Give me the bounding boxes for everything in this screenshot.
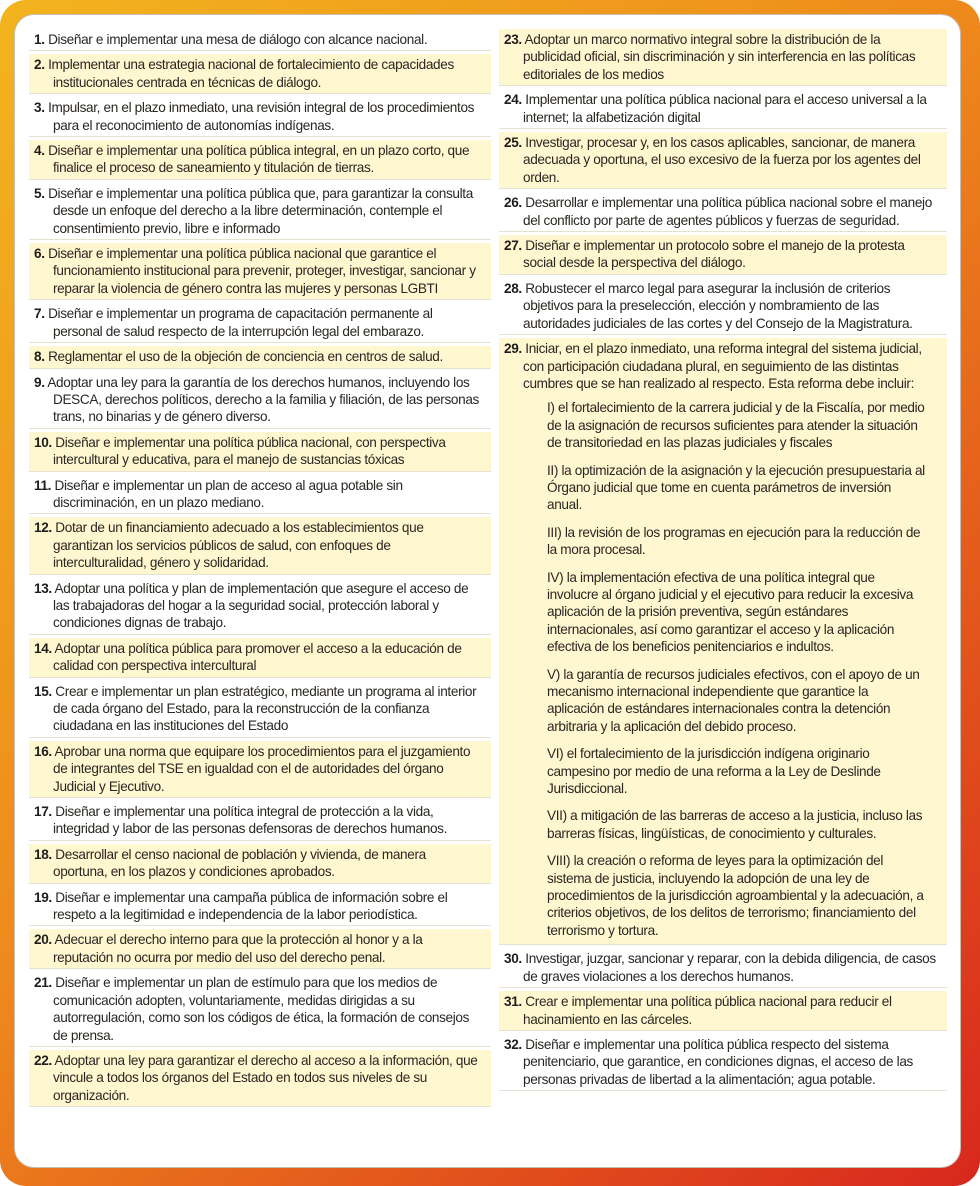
- item-text: Adecuar el derecho interno para que la protección al honor y a la reputación no ocurra por medio del uso del derecho penal.: [53, 932, 423, 965]
- item-text: Diseñar e implementar una campaña pública de información sobre el respeto a la legitimidad e independencia de la labor periodística.: [53, 889, 448, 923]
- list-item: [29, 929, 491, 969]
- list-item: [29, 972, 491, 1047]
- item-text: Diseñar e implementar una mesa de diálogo con alcance nacional.: [48, 32, 428, 47]
- list-item: [29, 681, 491, 738]
- item-number: 5.: [34, 185, 45, 201]
- list-item: [29, 346, 491, 368]
- list-item: [29, 372, 491, 429]
- item-text: Investigar, procesar y, en los casos aplicables, sancionar, de manera adecuada y oportuna, el uso excesivo de la fuerza por los agentes del orden.: [523, 135, 921, 185]
- item-text: Reglamentar el uso de la objeción de conciencia en centros de salud.: [48, 349, 443, 365]
- item-number: 24.: [504, 92, 522, 108]
- item-number: 10.: [34, 434, 52, 450]
- sub-item: IV) la implementación efectiva de una política integral que involucre al órgano judicial y el ejecutivo para reducir la excesiva aplicación de la prisión preventiva, según estándares internacionales, así como garantizar el acceso y la aplicación efectiva de los beneficios penitenciarios e indultos.: [547, 569, 914, 655]
- list-item: [29, 140, 491, 180]
- item-number: 6.: [34, 246, 45, 262]
- item-text: Adoptar una ley para garantizar el derecho al acceso a la información, que vincule a todos los órganos del Estado en todos sus niveles de su organización.: [53, 1052, 478, 1103]
- item-number: 26.: [504, 195, 522, 211]
- item-number: 19.: [34, 889, 52, 905]
- list-item: [29, 638, 491, 678]
- item-text: Diseñar e implementar un programa de capacitación permanente al personal de salud respecto de la interrupción legal del embarazo.: [48, 306, 433, 339]
- sub-item: III) la revisión de los programas en ejecución para la reducción de la mora procesal.: [547, 524, 921, 558]
- list-item: [29, 578, 491, 635]
- item-text: Desarrollar e implementar una política pública nacional sobre el manejo del conflicto por parte de agentes públicos y fuerzas de seguridad.: [523, 195, 932, 228]
- right-column: [499, 29, 947, 1157]
- list-item: [29, 183, 491, 240]
- list-item: [499, 89, 947, 129]
- recommendations-panel: [14, 14, 961, 1168]
- list-item: [29, 1050, 491, 1107]
- list-item: [499, 29, 947, 86]
- item-text: Diseñar e implementar una política integral de protección a la vida, integridad y labor de las personas defensoras de derechos humanos.: [53, 804, 448, 837]
- item-number: 29.: [504, 341, 522, 357]
- list-item: [29, 741, 491, 798]
- item-text: Adoptar una política y plan de implementación que asegure el acceso de las trabajadoras del hogar a la seguridad social, protección laboral y condiciones dignas de trabajo.: [53, 580, 469, 631]
- list-item: [499, 338, 947, 945]
- item-text: Diseñar e implementar un plan de estímulo para que los medios de comunicación adopten, voluntariamente, medidas dirigidas a su autorregulación, como son los códigos de ética, la formación de consejos de prensa.: [53, 975, 470, 1043]
- item-text: Aprobar una norma que equipare los procedimientos para el juzgamiento de integrantes del TSE en igualdad con el de autoridades del órgano Judicial y Ejecutivo.: [53, 743, 471, 794]
- sub-item: V) la garantía de recursos judiciales efectivos, con el apoyo de un mecanismo internacional independiente que garantice la aplicación de estándares internacionales contra la detención arbitraria y la aplicación del debido proceso.: [547, 666, 920, 734]
- list-item: [29, 97, 491, 137]
- list-item: [29, 801, 491, 841]
- list-item: [499, 278, 947, 335]
- item-number: 16.: [34, 743, 52, 759]
- item-text: Implementar una política pública nacional para el acceso universal a la internet; la alfabetización digital: [523, 92, 927, 125]
- item-number: 1.: [34, 32, 45, 47]
- list-item: [499, 948, 947, 988]
- list-item: [29, 29, 491, 51]
- item-number: 11.: [34, 477, 52, 493]
- item-number: 8.: [34, 349, 45, 365]
- item-number: 3.: [34, 100, 45, 116]
- list-item: [29, 887, 491, 927]
- item-number: 4.: [34, 143, 45, 159]
- sub-item: VIII) la creación o reforma de leyes para la optimización del sistema de justicia, incluyendo la adopción de una ley de procedimientos de la jurisdicción agroambiental y la adecuación, a criterios objetivos, de los delitos de terrorismo; financiamiento del terrorismo y tortura.: [547, 853, 924, 938]
- item-number: 14.: [34, 640, 52, 656]
- item-text: Dotar de un financiamiento adecuado a los establecimientos que garantizan los servicios públicos de salud, con enfoques de interculturalidad, género y solidaridad.: [53, 520, 424, 571]
- item-number: 20.: [34, 932, 52, 948]
- item-text: Impulsar, en el plazo inmediato, una revisión integral de los procedimientos para el reconocimiento de autonomías indígenas.: [48, 100, 475, 133]
- item-number: 15.: [34, 683, 52, 699]
- list-item: [29, 54, 491, 94]
- item-text: Diseñar e implementar una política pública integral, en un plazo corto, que finalice el proceso de saneamiento y titulación de tierras.: [48, 143, 470, 176]
- item-text: Adoptar un marco normativo integral sobre la distribución de la publicidad oficial, sin discriminación y sin interferencia en las políticas editoriales de los medios: [523, 32, 916, 82]
- list-item: [29, 844, 491, 884]
- sub-item: II) la optimización de la asignación y la ejecución presupuestaria al Órgano judicial que tome en cuenta parámetros de inversión anual.: [547, 462, 925, 513]
- list-item: [499, 235, 947, 275]
- item-number: 12.: [34, 520, 52, 536]
- item-number: 23.: [504, 32, 522, 47]
- item-number: 18.: [34, 846, 52, 862]
- item-number: 13.: [34, 580, 52, 596]
- item-text: Diseñar e implementar un plan de acceso al agua potable sin discriminación, en un plazo mediano.: [53, 477, 403, 510]
- item-text: Robustecer el marco legal para asegurar la inclusión de criterios objetivos para la preselección, elección y nombramiento de las autoridades judiciales de las cortes y del Consejo de la Magistratura.: [523, 280, 913, 331]
- item-text: Adoptar una política pública para promover el acceso a la educación de calidad con perspectiva intercultural: [53, 640, 462, 674]
- item-text: Investigar, juzgar, sancionar y reparar, con la debida diligencia, de casos de graves violaciones a los derechos humanos.: [523, 951, 936, 984]
- item-number: 31.: [504, 994, 522, 1010]
- item-text: Diseñar e implementar una política pública que, para garantizar la consulta desde un enfoque del derecho a la libre determinación, contemple el consentimiento previo, libre e informado: [48, 185, 473, 236]
- list-item: [29, 517, 491, 574]
- sub-item: VII) a mitigación de las barreras de acceso a la justicia, incluso las barreras físicas, lingüísticas, de conocimiento y culturales.: [547, 808, 923, 841]
- sub-item: VI) el fortalecimiento de la jurisdicción indígena originario campesino por medio de una reforma a la Ley de Deslinde Jurisdiccional.: [547, 746, 881, 797]
- item-text: Diseñar e implementar un protocolo sobre el manejo de la protesta social desde la perspectiva del diálogo.: [523, 238, 905, 271]
- list-item: [499, 1034, 947, 1091]
- item-number: 7.: [34, 306, 45, 322]
- item-number: 27.: [504, 238, 522, 254]
- list-item: [29, 432, 491, 472]
- item-number: 22.: [34, 1052, 52, 1068]
- list-item: [499, 132, 947, 189]
- item-text: Diseñar e implementar una política pública nacional, con perspectiva intercultural y educativa, para el manejo de sustancias tóxicas: [53, 434, 446, 468]
- item-text: Iniciar, en el plazo inmediato, una reforma integral del sistema judicial, con participación ciudadana plural, en seguimiento de las distintas cumbres que se han realizado al respecto. Esta reforma debe incluir:: [523, 341, 922, 391]
- item-number: 25.: [504, 135, 522, 151]
- list-item: [29, 303, 491, 343]
- item-text: Crear e implementar una política pública nacional para reducir el hacinamiento en las cárceles.: [523, 994, 892, 1027]
- list-item: [499, 991, 947, 1031]
- item-text: Implementar una estrategia nacional de fortalecimiento de capacidades institucionales centrada en técnicas de diálogo.: [48, 57, 454, 90]
- item-text: Diseñar e implementar una política pública nacional que garantice el funcionamiento institucional para prevenir, proteger, investigar, sancionar y reparar la violencia de género contra las mujeres y personas LGBTI: [48, 246, 476, 296]
- item-text: Crear e implementar un plan estratégico, mediante un programa al interior de cada órgano del Estado, para la reconstrucción de la confianza ciudadana en las instituciones del Estado: [53, 683, 477, 734]
- item-text: Desarrollar el censo nacional de población y vivienda, de manera oportuna, en los plazos y condiciones aprobados.: [53, 846, 426, 880]
- item-text: Diseñar e implementar una política pública respecto del sistema penitenciario, que garantice, en condiciones dignas, el acceso de las personas privadas de libertad a la alimentación; agua potable.: [523, 1036, 913, 1087]
- item-number: 2.: [34, 57, 45, 73]
- item-number: 30.: [504, 951, 522, 967]
- list-item: [29, 475, 491, 515]
- list-item: [29, 243, 491, 300]
- item-number: 17.: [34, 804, 52, 820]
- item-text: Adoptar una ley para la garantía de los derechos humanos, incluyendo los DESCA, derechos políticos, derecho a la familia y filiación, de las personas trans, no binarias y de género diverso.: [47, 374, 479, 425]
- item-number: 32.: [504, 1036, 522, 1052]
- item-number: 21.: [34, 975, 52, 991]
- item-number: 28.: [504, 280, 522, 296]
- item-number: 9.: [34, 374, 45, 390]
- list-item: [499, 192, 947, 232]
- sub-item: I) el fortalecimiento de la carrera judicial y de la Fiscalía, por medio de la asignación de recursos suficientes para atender la situación de transitoriedad en las plazas judiciales y fiscales: [547, 400, 925, 451]
- left-column: [29, 29, 491, 1157]
